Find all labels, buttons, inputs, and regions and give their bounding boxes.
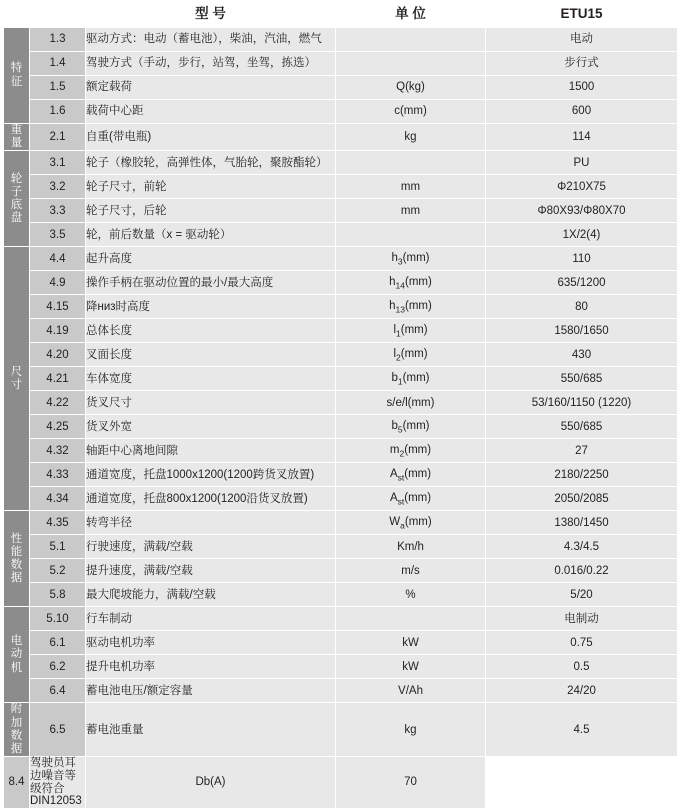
row-value: 5/20 <box>486 583 678 607</box>
row-number: 6.2 <box>30 655 86 679</box>
row-item-name: 叉面长度 <box>86 343 336 367</box>
row-group-text: 特征 <box>10 62 23 88</box>
row-unit: Q(kg) <box>336 76 486 100</box>
row-unit: $A_{st}(mm)$ <box>336 487 486 511</box>
specifications-table <box>3 0 678 809</box>
row-unit: kW <box>336 631 486 655</box>
row-group-label <box>4 124 30 151</box>
table-row <box>4 199 678 223</box>
row-item-name: 驱动电机功率 <box>86 631 336 655</box>
row-number: 4.15 <box>30 295 86 319</box>
table-row <box>4 343 678 367</box>
row-value: 635/1200 <box>486 271 678 295</box>
header-model-label: 型 号 <box>86 1 336 28</box>
row-number: 3.3 <box>30 199 86 223</box>
row-unit: kW <box>336 655 486 679</box>
row-value: 110 <box>486 247 678 271</box>
row-group-text: 轮子底盘 <box>10 172 23 225</box>
row-unit: $h_3(mm)$ <box>336 247 486 271</box>
row-value: 0.75 <box>486 631 678 655</box>
row-value: Φ210X75 <box>486 175 678 199</box>
header-model-value: ETU15 <box>486 1 678 28</box>
row-group-label <box>4 247 30 511</box>
row-value: 24/20 <box>486 679 678 703</box>
row-number: 1.6 <box>30 100 86 124</box>
row-number: 8.4 <box>4 757 30 809</box>
row-item-name: 行车制动 <box>86 607 336 631</box>
row-value: 550/685 <box>486 415 678 439</box>
row-unit: $A_{st}(mm)$ <box>336 463 486 487</box>
row-item-name: 操作手柄在驱动位置的最小/最大高度 <box>86 271 336 295</box>
row-item-name: 车体宽度 <box>86 367 336 391</box>
table-row <box>4 679 678 703</box>
row-unit: $h_{14}(mm)$ <box>336 271 486 295</box>
row-number: 3.1 <box>30 151 86 175</box>
row-unit: Db(A) <box>86 757 336 809</box>
row-item-name: 货叉尺寸 <box>86 391 336 415</box>
row-number: 1.3 <box>30 28 86 52</box>
row-number: 4.33 <box>30 463 86 487</box>
row-unit: kg <box>336 124 486 151</box>
row-value: 114 <box>486 124 678 151</box>
row-number: 4.25 <box>30 415 86 439</box>
row-item-name: 额定载荷 <box>86 76 336 100</box>
table-row <box>4 247 678 271</box>
row-item-name: 转弯半径 <box>86 511 336 535</box>
row-item-name: 轮，前后数量（x = 驱动轮） <box>86 223 336 247</box>
row-value: 53/160/1150 (1220) <box>486 391 678 415</box>
row-value: 80 <box>486 295 678 319</box>
table-row <box>4 631 678 655</box>
row-value: 550/685 <box>486 367 678 391</box>
table-row <box>4 655 678 679</box>
row-unit: % <box>336 583 486 607</box>
row-number: 4.22 <box>30 391 86 415</box>
row-number: 6.1 <box>30 631 86 655</box>
table-row <box>4 271 678 295</box>
row-unit: Km/h <box>336 535 486 559</box>
row-number: 5.8 <box>30 583 86 607</box>
table-row <box>4 511 678 535</box>
row-item-name: 最大爬坡能力，满载/空载 <box>86 583 336 607</box>
row-number: 6.5 <box>30 703 86 757</box>
table-row <box>4 487 678 511</box>
row-item-name: 驾驶员耳边噪音等级符合DIN12053 <box>30 757 86 809</box>
row-group-label <box>4 607 30 703</box>
row-value: 600 <box>486 100 678 124</box>
row-value: 27 <box>486 439 678 463</box>
row-number: 4.20 <box>30 343 86 367</box>
row-value: 1580/1650 <box>486 319 678 343</box>
row-unit: $b_1(mm)$ <box>336 367 486 391</box>
row-group-text: 电动机 <box>10 635 23 674</box>
row-value: 2180/2250 <box>486 463 678 487</box>
row-unit: $h_{13}(mm)$ <box>336 295 486 319</box>
row-unit <box>336 52 486 76</box>
row-unit <box>336 223 486 247</box>
row-item-name: 提升速度，满载/空载 <box>86 559 336 583</box>
table-row <box>4 415 678 439</box>
table-row <box>4 559 678 583</box>
row-item-name: 总体长度 <box>86 319 336 343</box>
row-number: 1.5 <box>30 76 86 100</box>
row-value: 0.016/0.22 <box>486 559 678 583</box>
table-header-row <box>4 1 678 28</box>
table-row <box>4 319 678 343</box>
row-unit: c(mm) <box>336 100 486 124</box>
table-row <box>4 151 678 175</box>
row-value: 0.5 <box>486 655 678 679</box>
row-item-name: 轮子尺寸，后轮 <box>86 199 336 223</box>
row-number: 5.2 <box>30 559 86 583</box>
row-number: 6.4 <box>30 679 86 703</box>
row-unit: $m_2(mm)$ <box>336 439 486 463</box>
table-row <box>4 100 678 124</box>
row-item-name: 轮子尺寸，前轮 <box>86 175 336 199</box>
table-row <box>4 124 678 151</box>
row-number: 4.9 <box>30 271 86 295</box>
row-number: 1.4 <box>30 52 86 76</box>
row-unit <box>336 151 486 175</box>
table-row <box>4 463 678 487</box>
row-number: 4.19 <box>30 319 86 343</box>
row-group-label <box>4 151 30 247</box>
row-group-label <box>4 28 30 124</box>
table-row <box>4 535 678 559</box>
row-value: 1500 <box>486 76 678 100</box>
table-row <box>4 76 678 100</box>
row-item-name: 驱动方式：电动（蓄电池），柴油，汽油，燃气 <box>86 28 336 52</box>
table-row <box>4 583 678 607</box>
row-unit: $b_5(mm)$ <box>336 415 486 439</box>
row-number: 5.1 <box>30 535 86 559</box>
row-unit <box>336 28 486 52</box>
row-item-name: 轮子（橡胶轮，高弹性体，气胎轮，聚胺酯轮） <box>86 151 336 175</box>
row-item-name: 蓄电池电压/额定容量 <box>86 679 336 703</box>
row-number: 5.10 <box>30 607 86 631</box>
row-value: 1X/2(4) <box>486 223 678 247</box>
row-number: 4.34 <box>30 487 86 511</box>
header-group-cell <box>4 1 30 28</box>
row-item-name: 轴距中心离地间隙 <box>86 439 336 463</box>
table-row <box>4 52 678 76</box>
row-value: 1380/1450 <box>486 511 678 535</box>
row-number: 4.21 <box>30 367 86 391</box>
table-row <box>4 439 678 463</box>
table-row <box>4 295 678 319</box>
row-group-text: 附加数据 <box>10 703 23 756</box>
row-item-name: 起升高度 <box>86 247 336 271</box>
header-unit-label: 单 位 <box>336 1 486 28</box>
table-row <box>4 175 678 199</box>
row-item-name: 蓄电池重量 <box>86 703 336 757</box>
row-value: 2050/2085 <box>486 487 678 511</box>
row-group-text: 性能数据 <box>10 532 23 585</box>
row-item-name: 降низ时高度 <box>86 295 336 319</box>
row-unit: V/Ah <box>336 679 486 703</box>
table-row <box>4 391 678 415</box>
row-unit: $l_2(mm)$ <box>336 343 486 367</box>
row-value: 4.3/4.5 <box>486 535 678 559</box>
table-row <box>4 703 678 757</box>
row-number: 3.2 <box>30 175 86 199</box>
row-unit <box>336 607 486 631</box>
row-item-name: 载荷中心距 <box>86 100 336 124</box>
row-item-name: 通道宽度，托盘1000x1200(1200跨货叉放置) <box>86 463 336 487</box>
row-value: PU <box>486 151 678 175</box>
row-item-name: 提升电机功率 <box>86 655 336 679</box>
row-value: 步行式 <box>486 52 678 76</box>
row-group-label <box>4 703 30 757</box>
row-value: Φ80X93/Φ80X70 <box>486 199 678 223</box>
row-number: 4.32 <box>30 439 86 463</box>
row-unit: s/e/l(mm) <box>336 391 486 415</box>
row-number: 4.4 <box>30 247 86 271</box>
row-value: 430 <box>486 343 678 367</box>
row-item-name: 驾驶方式（手动，步行，站驾，坐驾，拣选） <box>86 52 336 76</box>
row-value: 电动 <box>486 28 678 52</box>
row-number: 2.1 <box>30 124 86 151</box>
row-unit: m/s <box>336 559 486 583</box>
row-unit: $l_1(mm)$ <box>336 319 486 343</box>
row-number: 4.35 <box>30 511 86 535</box>
row-item-name: 行驶速度，满载/空载 <box>86 535 336 559</box>
row-group-label <box>4 511 30 607</box>
row-item-name: 通道宽度，托盘800x1200(1200沿货叉放置) <box>86 487 336 511</box>
row-unit: kg <box>336 703 486 757</box>
table-row <box>4 28 678 52</box>
row-value: 电制动 <box>486 607 678 631</box>
table-row <box>4 607 678 631</box>
row-unit: mm <box>336 199 486 223</box>
row-item-name: 自重(带电瓶) <box>86 124 336 151</box>
row-unit: $W_a(mm)$ <box>336 511 486 535</box>
table-row <box>4 223 678 247</box>
row-value: 4.5 <box>486 703 678 757</box>
row-value: 70 <box>336 757 486 809</box>
table-row <box>4 757 678 809</box>
row-number: 3.5 <box>30 223 86 247</box>
row-unit: mm <box>336 175 486 199</box>
row-group-text: 尺寸 <box>10 365 23 391</box>
row-item-name: 货叉外宽 <box>86 415 336 439</box>
table-row <box>4 367 678 391</box>
header-num-cell <box>30 1 86 28</box>
row-group-text: 重量 <box>10 124 23 150</box>
